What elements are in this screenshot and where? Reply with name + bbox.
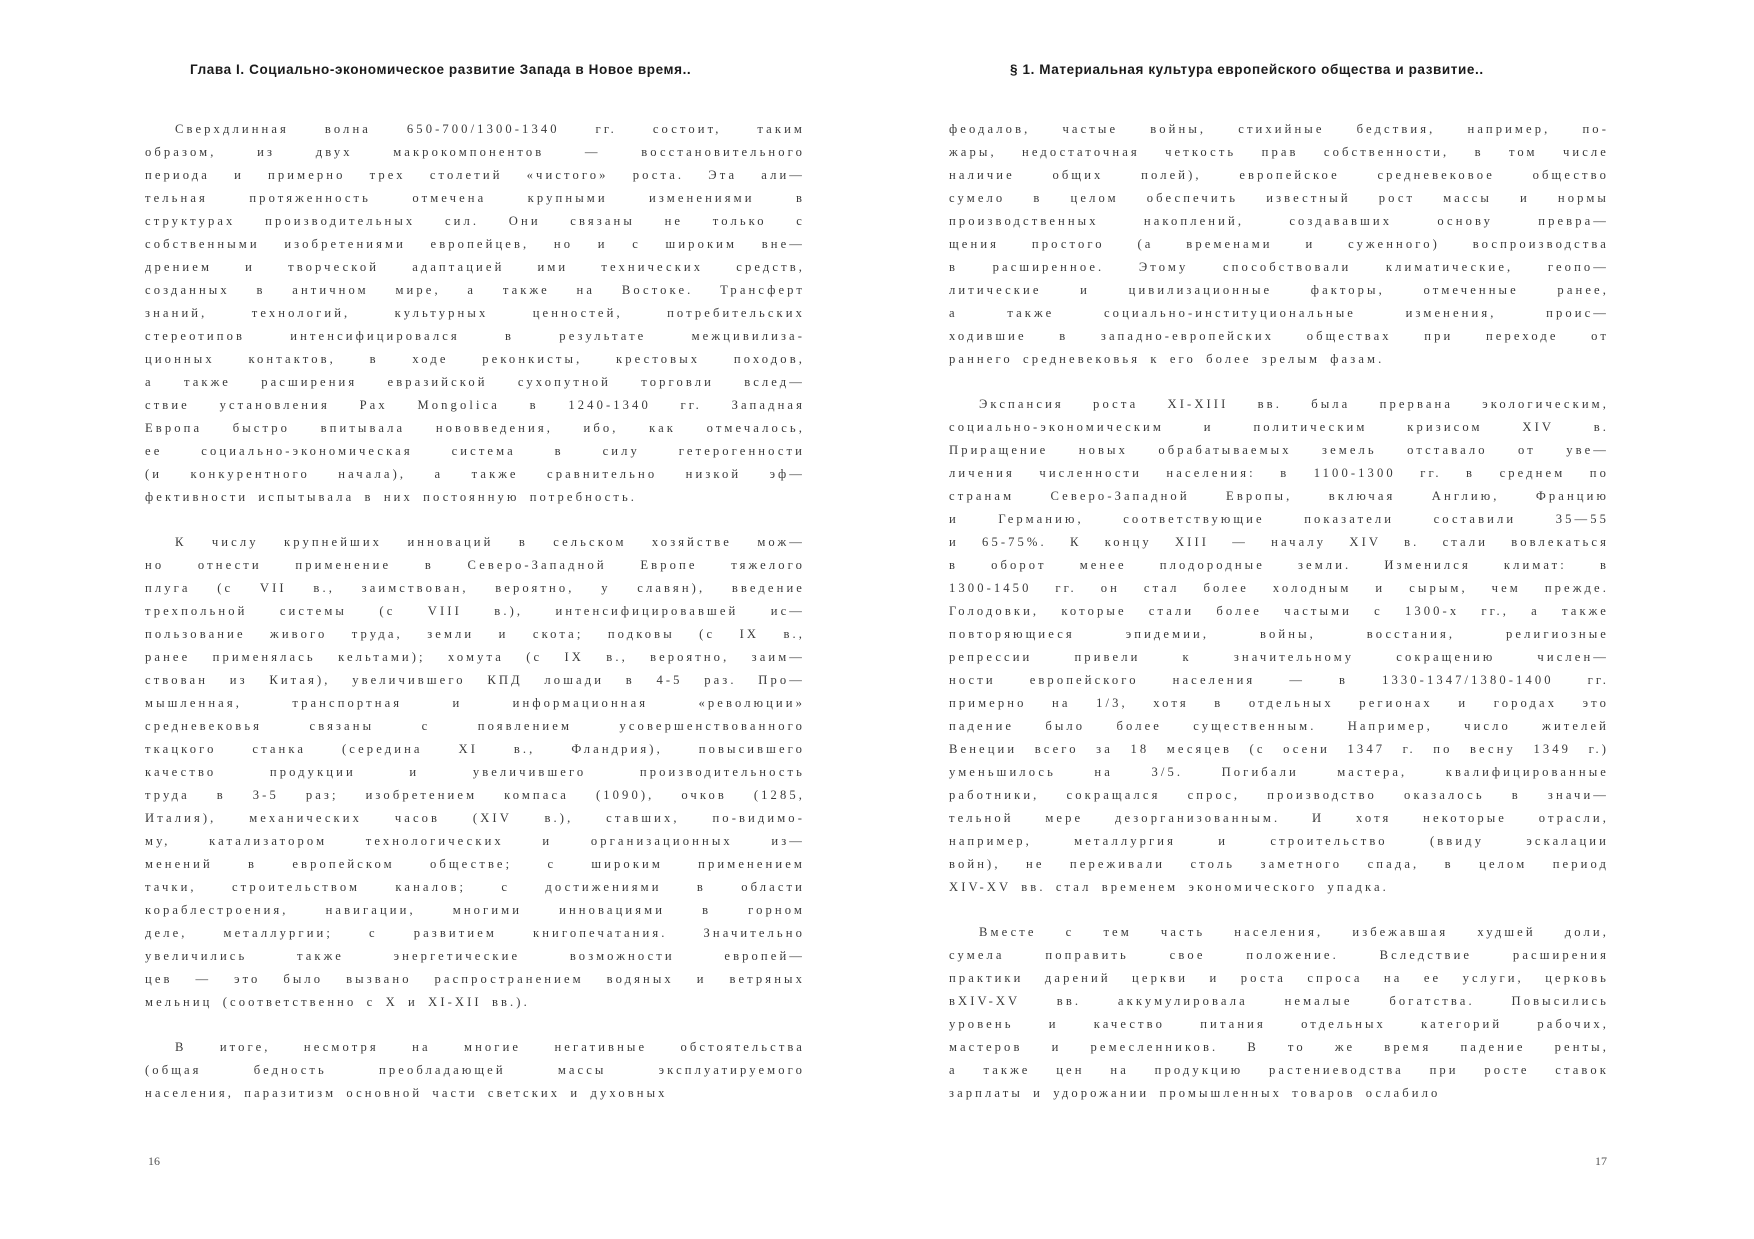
text-line: феодалов, частые войны, стихийные бедствия, например, по- [949, 122, 1609, 136]
text-line: пользование живого труда, земли и скота; подковы (с IX в., [145, 627, 805, 641]
text-line: мастеров и ремесленников. В то же время падение ренты, [949, 1040, 1609, 1054]
text-line: странам Северо-Западной Европы, включая Англию, Францию [949, 489, 1609, 503]
text-line: ранее применялась кельтами); хомута (с IX в., вероятно, заим— [145, 650, 805, 664]
text-line: наличие общих полей), европейское средневековое общество [949, 168, 1609, 182]
text-line: В итоге, несмотря на многие негативные обстоятельства [175, 1040, 805, 1054]
text-line: населения, паразитизм основной части светских и духовных [145, 1086, 668, 1100]
text-line: в оборот менее плодородные земли. Изменился климат: в [949, 558, 1609, 572]
text-line: и 65-75%. К концу XIII — началу XIV в. стали вовлекаться [949, 535, 1609, 549]
running-header-left: Глава I. Социально-экономическое развитие Запада в Новое время.. [190, 62, 692, 77]
text-line: качество продукции и увеличившего производительность [145, 765, 805, 779]
text-line: производственных накоплений, создававших основу превра— [949, 214, 1609, 228]
text-line: например, металлургия и строительство (ввиду эскалации [949, 834, 1609, 848]
paragraph [145, 531, 805, 1014]
right-page [877, 0, 1754, 1239]
text-line: войн), не переживали столь заметного спада, в целом период [949, 857, 1609, 871]
text-line: зарплаты и удорожании промышленных товаров ослабило [949, 1086, 1441, 1100]
text-line: ности европейского населения — в 1330-1347/1380-1400 гг. [949, 673, 1609, 687]
page-number-right: 17 [1595, 1154, 1607, 1168]
text-line: знаний, технологий, культурных ценностей, потребительских [145, 306, 805, 320]
text-line: Италия), механических часов (XIV в.), ставших, по-видимо- [145, 811, 805, 825]
text-line: мышленная, транспортная и информационная «революции» [145, 696, 805, 710]
text-line: вXIV-XV вв. аккумулировала немалые богатства. Повысились [949, 994, 1609, 1008]
text-line: менений в европейском обществе; с широким применением [145, 857, 805, 871]
text-line: сумела поправить свое положение. Вследствие расширения [949, 948, 1609, 962]
paragraph [949, 393, 1609, 899]
text-line: ствие установления Pax Mongolica в 1240-1340 гг. Западная [145, 398, 805, 412]
text-line: структурах производительных сил. Они связаны не только с [145, 214, 805, 228]
paragraph [949, 921, 1609, 1105]
text-line: деле, металлургии; с развитием книгопечатания. Значительно [145, 926, 805, 940]
paragraph [145, 118, 805, 509]
text-line: ствован из Китая), увеличившего КПД лошади в 4-5 раз. Про— [145, 673, 805, 687]
text-line: созданных в античном мире, а также на Востоке. Трансферт [145, 283, 805, 297]
text-line: Голодовки, которые стали более частыми с 1300-х гг., а также [949, 604, 1609, 618]
text-line: репрессии привели к значительному сокращению числен— [949, 650, 1609, 664]
text-line: 1300-1450 гг. он стал более холодным и сырым, чем прежде. [949, 581, 1609, 595]
text-line: и Германию, соответствующие показатели составили 35—55 [949, 512, 1609, 526]
text-line: литические и цивилизационные факторы, отмеченные ранее, [949, 283, 1609, 297]
text-line: ее социально-экономическая система в силу гетерогенности [145, 444, 805, 458]
text-line: а также расширения евразийской сухопутной торговли вслед— [145, 375, 805, 389]
text-line: мельниц (соответственно с X и XI-XII вв.). [145, 995, 530, 1009]
text-line: (и конкурентного начала), а также сравнительно низкой эф— [145, 467, 805, 481]
text-line: личения численности населения: в 1100-1300 гг. в среднем по [949, 466, 1609, 480]
paragraph [949, 118, 1609, 371]
text-line: ционных контактов, в ходе реконкисты, крестовых походов, [145, 352, 805, 366]
text-line: средневековья связаны с появлением усовершенствованного [145, 719, 805, 733]
text-line: дрением и творческой адаптацией ими технических средств, [145, 260, 805, 274]
text-line: уменьшилось на 3/5. Погибали мастера, квалифицированные [949, 765, 1609, 779]
text-line: образом, из двух макрокомпонентов — восстановительного [145, 145, 805, 159]
text-line: Вместе с тем часть населения, избежавшая худшей доли, [979, 925, 1609, 939]
text-line: в расширенное. Этому способствовали климатические, геопо— [949, 260, 1609, 274]
text-line: ткацкого станка (середина XI в., Фландрия), повысившего [145, 742, 805, 756]
text-line: труда в 3-5 раз; изобретением компаса (1090), очков (1285, [145, 788, 805, 802]
text-line: уровень и качество питания отдельных категорий рабочих, [949, 1017, 1609, 1031]
text-line: раннего средневековья к его более зрелым фазам. [949, 352, 1385, 366]
text-line: собственными изобретениями европейцев, но и с широким вне— [145, 237, 805, 251]
text-line: Венеции всего за 18 месяцев (с осени 1347 г. по весну 1349 г.) [949, 742, 1609, 756]
text-line: цев — это было вызвано распространением водяных и ветряных [145, 972, 805, 986]
text-line: тельная протяженность отмечена крупными изменениями в [145, 191, 805, 205]
text-line: жары, недостаточная четкость прав собственности, в том числе [949, 145, 1609, 159]
left-page-body [145, 118, 805, 1127]
text-line: Европа быстро впитывала нововведения, ибо, как отмечалось, [145, 421, 805, 435]
text-line: работники, сокращался спрос, производство оказалось в значи— [949, 788, 1609, 802]
text-line: фективности испытывала в них постоянную потребность. [145, 490, 638, 504]
right-page-body [949, 118, 1609, 1127]
paragraph [145, 1036, 805, 1105]
page-number-left: 16 [148, 1154, 160, 1168]
text-line: тельной мере дезорганизованным. И хотя некоторые отрасли, [949, 811, 1609, 825]
text-line: Сверхдлинная волна 650-700/1300-1340 гг. состоит, таким [175, 122, 805, 136]
text-line: повторяющиеся эпидемии, войны, восстания, религиозные [949, 627, 1609, 641]
text-line: XIV-XV вв. стал временем экономического упадка. [949, 880, 1389, 894]
text-line: периода и примерно трех столетий «чистого» роста. Эта али— [145, 168, 805, 182]
text-line: щения простого (а временами и суженного) воспроизводства [949, 237, 1609, 251]
text-line: увеличились также энергетические возможности европей— [145, 949, 805, 963]
text-line: Приращение новых обрабатываемых земель отставало от уве— [949, 443, 1609, 457]
text-line: му, катализатором технологических и организационных из— [145, 834, 805, 848]
text-line: кораблестроения, навигации, многими инновациями в горном [145, 903, 805, 917]
text-line: а также социально-институциональные изменения, проис— [949, 306, 1609, 320]
running-header-right: § 1. Материальная культура европейского общества и развитие.. [1010, 62, 1484, 77]
text-line: плуга (с VII в., заимствован, вероятно, у славян), введение [145, 581, 805, 595]
text-line: стереотипов интенсифицировался в результате межцивилиза- [145, 329, 805, 343]
text-line: трехпольной системы (с VIII в.), интенсифицировавшей ис— [145, 604, 805, 618]
text-line: но отнести применение в Северо-Западной Европе тяжелого [145, 558, 805, 572]
text-line: сумело в целом обеспечить известный рост массы и нормы [949, 191, 1609, 205]
text-line: Экспансия роста XI-XIII вв. была прервана экологическим, [979, 397, 1609, 411]
text-line: К числу крупнейших инноваций в сельском хозяйстве мож— [175, 535, 805, 549]
text-line: тачки, строительством каналов; с достижениями в области [145, 880, 805, 894]
text-line: падение было более существенным. Например, число жителей [949, 719, 1609, 733]
text-line: практики дарений церкви и роста спроса на ее услуги, церковь [949, 971, 1609, 985]
text-line: ходившие в западно-европейских обществах при переходе от [949, 329, 1609, 343]
text-line: социально-экономическим и политическим кризисом XIV в. [949, 420, 1609, 434]
text-line: примерно на 1/3, хотя в отдельных регионах и городах это [949, 696, 1609, 710]
text-line: а также цен на продукцию растениеводства при росте ставок [949, 1063, 1609, 1077]
text-line: (общая бедность преобладающей массы эксплуатируемого [145, 1063, 805, 1077]
